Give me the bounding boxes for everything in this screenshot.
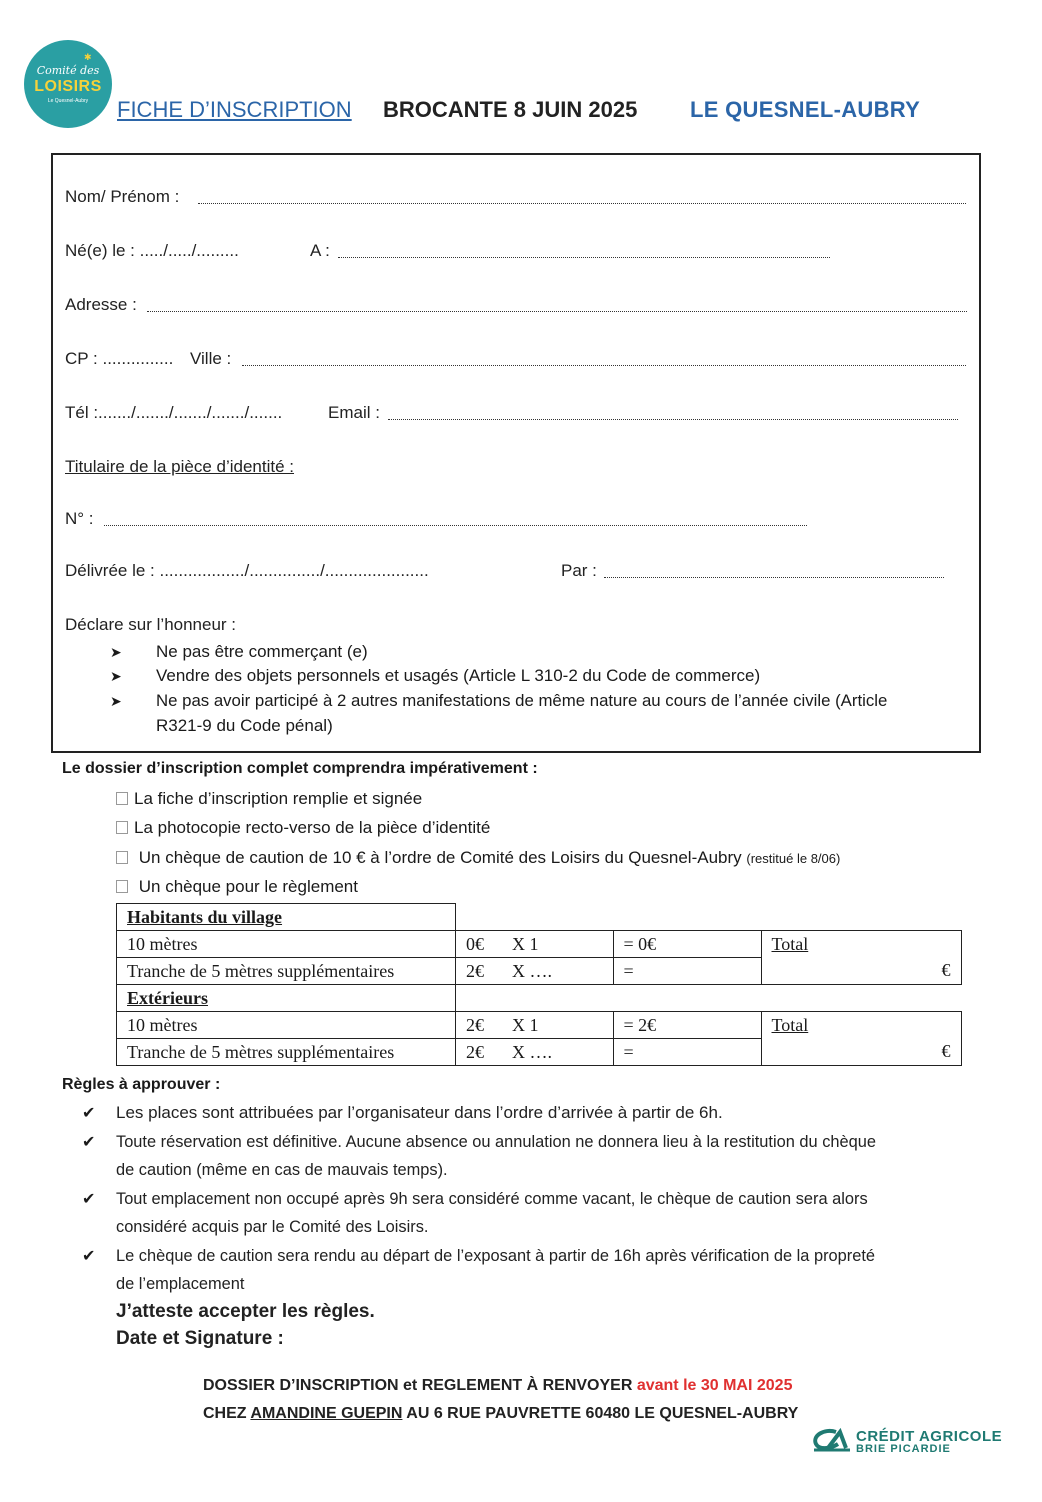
- check-icon: ✔: [82, 1248, 96, 1265]
- field-ville[interactable]: [242, 365, 966, 366]
- quantity[interactable]: X 1: [512, 933, 539, 954]
- price: 2€: [466, 1041, 484, 1062]
- result-cell[interactable]: =: [613, 958, 761, 985]
- credit-agricole-icon: [810, 1428, 852, 1454]
- footer-deadline: avant le 30 MAI 2025: [636, 1377, 793, 1394]
- declaration-1: Ne pas être commerçant (e): [156, 642, 368, 661]
- regle-line: Tout emplacement non occupé après 9h sera considéré comme vacant, le chèque de caution sera alors: [116, 1190, 868, 1208]
- field-par[interactable]: [604, 577, 944, 578]
- label-tel[interactable]: Tél :......./......./......./......./.......: [65, 403, 283, 422]
- star-icon: ✱: [84, 52, 92, 62]
- total-label: Total: [771, 933, 809, 954]
- quantity[interactable]: X ….: [512, 1041, 552, 1062]
- comite-loisirs-logo: [24, 40, 112, 128]
- logo-line1: Comité des: [36, 64, 100, 77]
- footer-address: AU 6 RUE PAUVRETTE 60480 LE QUESNEL-AUBRY: [402, 1405, 799, 1422]
- declaration-2: Vendre des objets personnels et usagés (Article L 310-2 du Code de commerce): [156, 666, 761, 685]
- footer-line2: [203, 1405, 798, 1423]
- sponsor-region: BRIE PICARDIE: [856, 1443, 951, 1455]
- price-cell: [456, 931, 614, 958]
- check-icon: ✔: [82, 1134, 96, 1151]
- label-par: Par :: [561, 561, 597, 580]
- dossier-item[interactable]: [116, 848, 840, 868]
- quantity[interactable]: X 1: [512, 1014, 539, 1035]
- regle-line: de l’emplacement: [116, 1275, 245, 1293]
- label-ville: Ville :: [190, 349, 232, 368]
- logo-line2: LOISIRS: [34, 78, 102, 95]
- label-declare: Déclare sur l’honneur :: [65, 615, 237, 634]
- price: 0€: [466, 933, 484, 954]
- total-label: Total: [771, 1014, 809, 1035]
- declaration-3: Ne pas avoir participé à 2 autres manifestations de même nature au cours de l’année civile (Article: [156, 691, 888, 710]
- field-email[interactable]: [388, 419, 958, 420]
- field-nom[interactable]: [198, 203, 966, 204]
- check-icon: ✔: [82, 1105, 96, 1122]
- result-cell: = 2€: [613, 1012, 761, 1039]
- tarif-table: [116, 903, 962, 1066]
- quantity[interactable]: X ….: [512, 960, 552, 981]
- row-10m-label: 10 mètres: [117, 1012, 456, 1039]
- arrow-bullet-icon: ➤: [110, 644, 122, 660]
- footer-line2-text: CHEZ: [203, 1405, 251, 1422]
- price: 2€: [466, 1014, 484, 1035]
- total-euro[interactable]: €: [761, 958, 961, 985]
- price: 2€: [466, 960, 484, 981]
- checkbox-icon[interactable]: [116, 851, 128, 864]
- result-cell[interactable]: =: [613, 1039, 761, 1066]
- declaration-3-cont: R321-9 du Code pénal): [156, 716, 333, 735]
- label-a: A :: [310, 241, 330, 260]
- regle-item: [116, 1099, 723, 1127]
- arrow-bullet-icon: ➤: [110, 668, 122, 684]
- label-delivree[interactable]: Délivrée le : ................../.............../......................: [65, 561, 429, 580]
- sponsor-name: CRÉDIT AGRICOLE: [856, 1428, 1003, 1445]
- dossier-item-label: La fiche d’inscription remplie et signée: [134, 789, 423, 808]
- checkbox-icon[interactable]: [116, 792, 128, 805]
- field-numero[interactable]: [104, 525, 807, 526]
- signature-label: Date et Signature :: [116, 1328, 284, 1349]
- footer-line1: [203, 1377, 792, 1395]
- regle-item: [116, 1185, 868, 1241]
- label-adresse: Adresse :: [65, 295, 137, 314]
- label-cp[interactable]: CP : ...............: [65, 349, 174, 368]
- label-nom: Nom/ Prénom :: [65, 187, 180, 206]
- regles-title: Règles à approuver :: [62, 1076, 221, 1093]
- title-event: BROCANTE 8 JUIN 2025: [383, 97, 638, 122]
- total-euro[interactable]: €: [761, 1039, 961, 1066]
- dossier-item[interactable]: [116, 877, 358, 897]
- label-titulaire: Titulaire de la pièce d’identité :: [65, 457, 295, 476]
- row-10m-label: 10 mètres: [117, 931, 456, 958]
- regle-line: considéré acquis par le Comité des Loisirs.: [116, 1218, 429, 1236]
- regle-item: [116, 1242, 875, 1298]
- result-cell: = 0€: [613, 931, 761, 958]
- exterieurs-header: [117, 985, 456, 1012]
- checkbox-icon[interactable]: [116, 880, 128, 893]
- habitants-header-label: Habitants du village: [127, 906, 283, 927]
- logo-line3: Le Quesnel-Aubry: [47, 98, 89, 104]
- price-cell: [456, 1012, 614, 1039]
- dossier-item-note: (restitué le 8/06): [746, 851, 841, 866]
- regle-item: [116, 1128, 876, 1184]
- dossier-title: Le dossier d’inscription complet comprendra impérativement :: [62, 760, 538, 777]
- exterieurs-header-label: Extérieurs: [127, 987, 208, 1008]
- regle-line: Toute réservation est définitive. Aucune absence ou annulation ne donnera lieu à la restitution du chèque: [116, 1133, 876, 1151]
- title-fiche: FICHE D’INSCRIPTION: [117, 97, 352, 122]
- title-place: LE QUESNEL-AUBRY: [690, 97, 921, 122]
- dossier-item[interactable]: [116, 789, 422, 809]
- dossier-item[interactable]: [116, 818, 490, 838]
- label-numero: N° :: [65, 509, 94, 528]
- label-email: Email :: [328, 403, 380, 422]
- label-ne-le[interactable]: Né(e) le : ...../...../.........: [65, 241, 239, 260]
- footer-line1-text: DOSSIER D’INSCRIPTION et REGLEMENT À RENVOYER: [203, 1377, 637, 1394]
- habitants-header: [117, 904, 456, 931]
- regle-line: de caution (même en cas de mauvais temps).: [116, 1161, 448, 1179]
- dossier-item-label: Un chèque de caution de 10 € à l’ordre de Comité des Loisirs du Quesnel-Aubry: [138, 848, 742, 867]
- dossier-item-label: La photocopie recto-verso de la pièce d’identité: [134, 818, 491, 837]
- arrow-bullet-icon: ➤: [110, 693, 122, 709]
- field-a[interactable]: [338, 257, 830, 258]
- price-cell: [456, 1039, 614, 1066]
- row-tranche-label: Tranche de 5 mètres supplémentaires: [117, 1039, 456, 1066]
- total-cell: [761, 1012, 961, 1039]
- row-tranche-label: Tranche de 5 mètres supplémentaires: [117, 958, 456, 985]
- dossier-item-label: Un chèque pour le règlement: [138, 877, 358, 896]
- regle-line: Les places sont attribuées par l’organisateur dans l’ordre d’arrivée à partir de 6h.: [116, 1103, 723, 1122]
- regle-line: Le chèque de caution sera rendu au départ de l’exposant à partir de 16h après vérification de la propreté: [116, 1247, 876, 1265]
- atteste-text: J’atteste accepter les règles.: [116, 1301, 375, 1322]
- total-cell: [761, 931, 961, 958]
- field-adresse[interactable]: [147, 311, 967, 312]
- price-cell: [456, 958, 614, 985]
- check-icon: ✔: [82, 1191, 96, 1208]
- footer-contact-name: AMANDINE GUEPIN: [250, 1405, 403, 1422]
- checkbox-icon[interactable]: [116, 821, 128, 834]
- empty-cell: [456, 985, 614, 1012]
